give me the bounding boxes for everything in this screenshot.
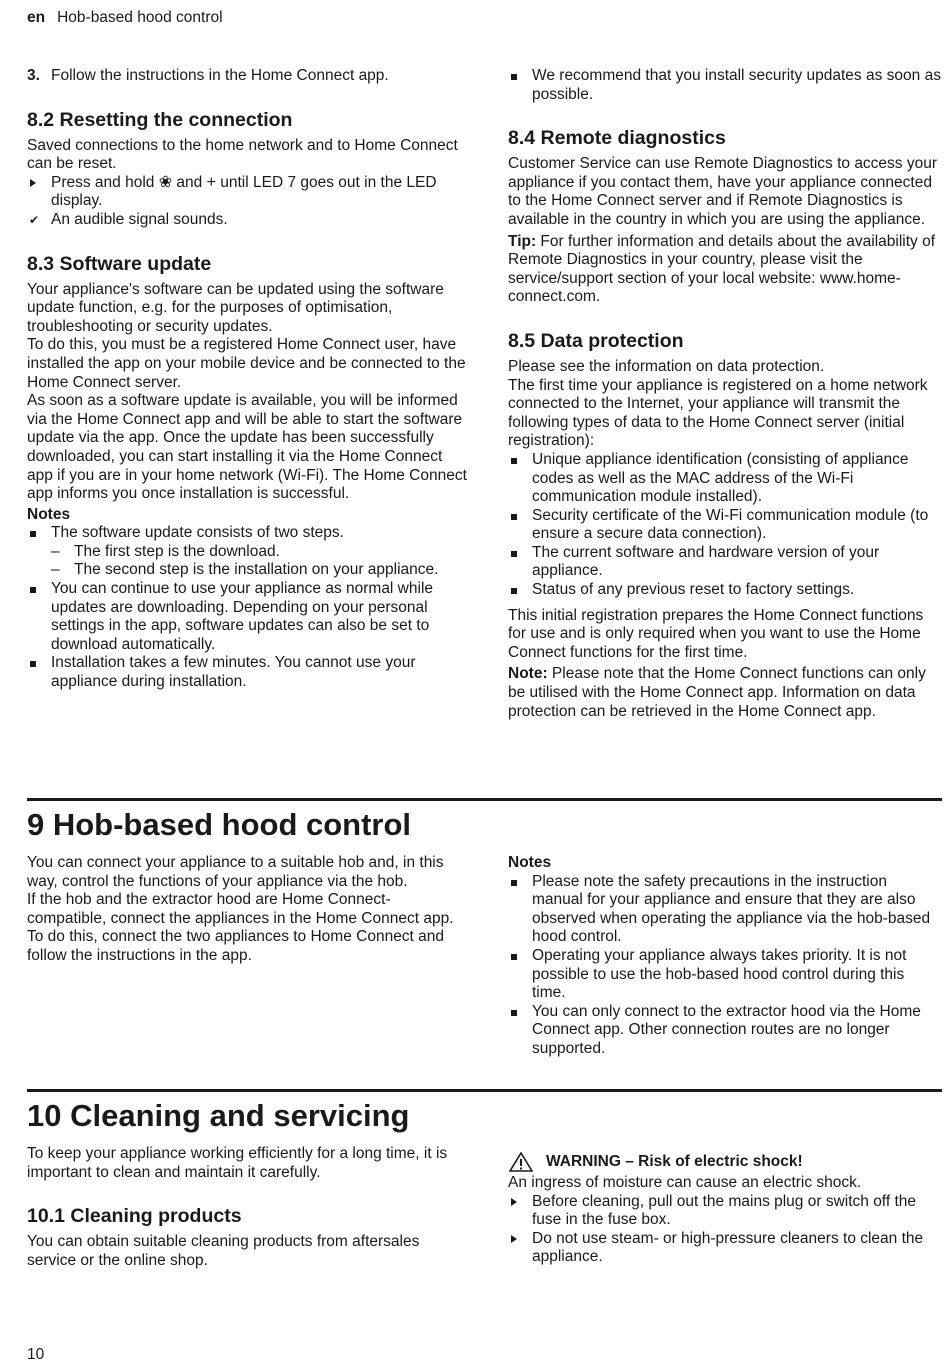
section-heading-8-5: 8.5 Data protection	[508, 329, 684, 352]
paragraph: If the hob and the extractor hood are Home Connect-compatible, connect the appliances in the Home Connect app. To do this, connect the two appliances to Home Connect and follow the instructions in the app.	[27, 891, 454, 964]
chapter-divider	[27, 798, 942, 801]
chapter-9-right	[508, 854, 942, 1059]
square-bullet-icon	[30, 531, 36, 537]
dash-bullet-icon: –	[51, 542, 60, 560]
section-heading-8-2: 8.2 Resetting the connection	[27, 108, 293, 131]
square-bullet-icon	[511, 588, 517, 594]
instruction-step: Press and hold ❀ and + until LED 7 goes out in the LED display.	[27, 174, 467, 211]
note-subitem: – The first step is the download.	[51, 542, 280, 560]
note-paragraph: Note: Please note that the Home Connect functions can only be utilised with the Home Connect app. Information on data protection can be retrieved in the Home Connect app.	[508, 665, 926, 720]
square-bullet-icon	[511, 551, 517, 557]
running-header-title: Hob-based hood control	[57, 9, 223, 26]
paragraph: To do this, you must be a registered Home Connect user, have installed the app on your mobile device and be connected to the Home Connect server.	[27, 336, 466, 391]
instruction-step: Do not use steam- or high-pressure cleaners to clean the appliance.	[508, 1230, 942, 1267]
square-bullet-icon	[511, 458, 517, 464]
section-heading-10-1: 10.1 Cleaning products	[27, 1205, 242, 1228]
chapter-heading-9: 9 Hob-based hood control	[27, 807, 412, 842]
square-bullet-icon	[511, 514, 517, 520]
notes-label: Notes	[508, 854, 552, 871]
plus-icon: +	[206, 173, 216, 191]
fan-icon: ❀	[158, 173, 173, 191]
paragraph: Please see the information on data protection.	[508, 357, 825, 375]
notes-continued-list	[508, 67, 942, 104]
warning-triangle-icon	[509, 1152, 533, 1172]
square-bullet-icon	[511, 74, 517, 80]
chapter-9-left	[27, 854, 467, 966]
square-bullet-icon	[511, 1010, 517, 1016]
step-3	[27, 67, 467, 86]
paragraph: As soon as a software update is available, you will be informed via the Home Connect app and will be able to start the software update via the app. Once the update has been successfully downloaded, you can start installing it via the Home Connect app if you are in your home network (Wi-Fi). The Home Connect app informs you once installation is successful.	[27, 392, 467, 503]
check-icon: ✔	[29, 212, 40, 227]
note-item: You can continue to use your appliance as normal while updates are downloading. Depending on your personal settings in the app, software updates can also be set to download automatically.	[27, 580, 467, 654]
data-item: Status of any previous reset to factory settings.	[508, 581, 942, 600]
tip-paragraph: Tip: For further information and details about the availability of Remote Diagnostics in your country, please visit the service/support section of your local website: www.home-connect.com.	[508, 232, 936, 306]
right-column-top	[508, 67, 942, 721]
paragraph: Customer Service can use Remote Diagnostics to access your appliance if you contact them, have your appliance connected to the Home Connect server and if Remote Diagnostics is available in the country in which you are using the appliance.	[508, 155, 938, 228]
square-bullet-icon	[511, 880, 517, 886]
notes-list	[508, 873, 942, 1059]
warning-instruction-list	[508, 1193, 942, 1267]
note-item: We recommend that you install security updates as soon as possible.	[508, 67, 942, 104]
step-number: 3.	[27, 67, 40, 84]
paragraph: The first time your appliance is registered on a home network connected to the Internet, your appliance will transmit the following types of data to the Home Connect server (initial registration):	[508, 376, 928, 450]
section-heading-8-4: 8.4 Remote diagnostics	[508, 127, 726, 150]
note-label: Note:	[508, 665, 548, 683]
data-item: Unique appliance identification (consisting of appliance codes as well as the MAC address of the Wi-Fi communication module installed).	[508, 451, 942, 507]
step-text: Follow the instructions in the Home Connect app.	[51, 67, 389, 84]
warning-text: An ingress of moisture can cause an electric shock.	[508, 1174, 862, 1191]
notes-list	[27, 524, 467, 691]
arrow-bullet-icon	[511, 1235, 517, 1243]
instruction-step: Before cleaning, pull out the mains plug or switch off the fuse in the fuse box.	[508, 1193, 942, 1230]
running-header	[27, 9, 223, 28]
square-bullet-icon	[511, 954, 517, 960]
section-heading-8-3: 8.3 Software update	[27, 252, 212, 275]
warning-heading	[508, 1150, 942, 1174]
instruction-list	[27, 174, 467, 230]
note-item: You can only connect to the extractor hood via the Home Connect app. Other connection routes are no longer supported.	[508, 1003, 942, 1059]
data-list	[508, 451, 942, 600]
left-column-top	[27, 67, 467, 692]
page-number: 10	[27, 1346, 45, 1363]
data-item: The current software and hardware version of your appliance.	[508, 544, 942, 581]
paragraph: Saved connections to the home network and to Home Connect can be reset.	[27, 136, 458, 173]
paragraph: You can obtain suitable cleaning products from aftersales service or the online shop.	[27, 1233, 420, 1269]
note-subitem: – The second step is the installation on your appliance.	[51, 561, 439, 579]
note-item: Operating your appliance always takes priority. It is not possible to use the hob-based hood control during this time.	[508, 947, 942, 1003]
dash-bullet-icon: –	[51, 561, 60, 579]
chapter-divider	[27, 1089, 942, 1092]
paragraph: To keep your appliance working efficiently for a long time, it is important to clean and maintain it carefully.	[27, 1145, 448, 1181]
warning-title: WARNING – Risk of electric shock!	[546, 1153, 803, 1170]
note-item: The software update consists of two steps.	[27, 524, 467, 543]
chapter-10-right	[508, 1150, 942, 1267]
data-item: Security certificate of the Wi-Fi communication module (to ensure a secure data connection).	[508, 507, 942, 544]
chapter-heading-10: 10 Cleaning and servicing	[27, 1098, 410, 1133]
arrow-bullet-icon	[30, 179, 36, 187]
paragraph: You can connect your appliance to a suitable hob and, in this way, control the functions of your appliance via the hob.	[27, 854, 444, 890]
language-code: en	[27, 9, 46, 26]
tip-label: Tip:	[508, 232, 537, 250]
square-bullet-icon	[30, 587, 36, 593]
paragraph: This initial registration prepares the Home Connect functions for use and is only required when you want to use the Home Connect functions for the first time.	[508, 606, 924, 661]
square-bullet-icon	[30, 661, 36, 667]
note-item: Installation takes a few minutes. You cannot use your appliance during installation.	[27, 654, 467, 691]
arrow-bullet-icon	[511, 1198, 517, 1206]
note-item: Please note the safety precautions in the instruction manual for your appliance and ensure that they are also observed when operating the appliance via the hob-based hood control.	[508, 873, 942, 947]
chapter-10-left	[27, 1145, 467, 1270]
result-item: ✔ An audible signal sounds.	[29, 210, 228, 228]
notes-label: Notes	[27, 505, 71, 523]
paragraph: Your appliance's software can be updated using the software update function, e.g. for the purposes of optimisation, troubleshooting or security updates.	[27, 280, 444, 335]
